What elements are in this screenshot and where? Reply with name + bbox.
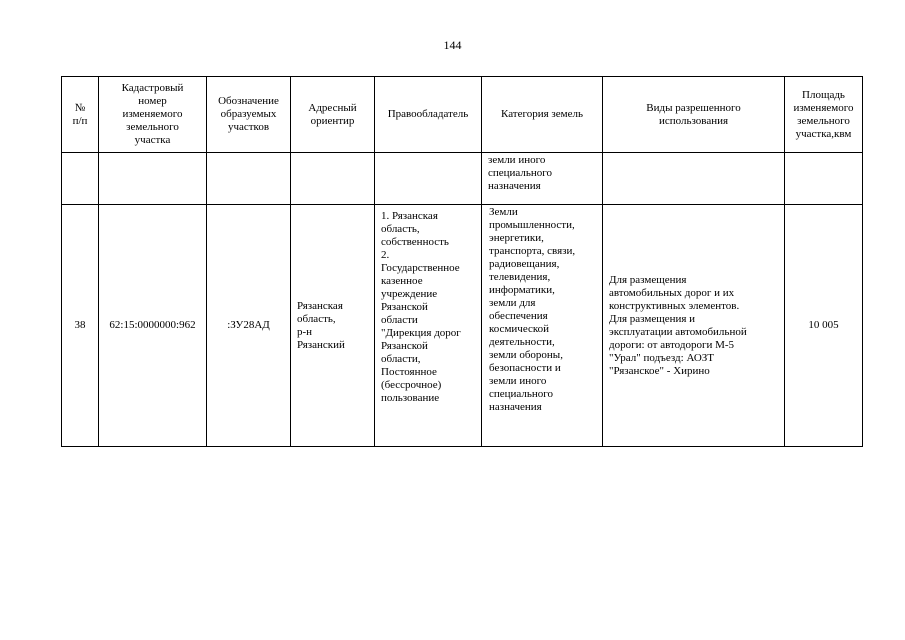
cell-land-category-text: Земли промышленности, энергетики, транспорта, связи, радиовещания, телевидения, информатики, земли для обеспечения космической деятельности, земли обороны, безопасности и земли иного специального назначения xyxy=(489,206,576,413)
table-cell xyxy=(291,153,375,205)
table-header-row xyxy=(62,77,863,153)
table-cell xyxy=(207,153,291,205)
table-cell xyxy=(603,153,785,205)
table-cell xyxy=(785,153,863,205)
table-cell xyxy=(375,153,482,205)
header-land-category: Категория земель xyxy=(482,77,603,153)
header-permitted-use: Виды разрешенного использования xyxy=(603,77,785,153)
header-area: Площадь изменяемого земельного участка,квм xyxy=(785,77,863,153)
header-address: Адресный ориентир xyxy=(291,77,375,153)
header-owner: Правообладатель xyxy=(375,77,482,153)
cell-cadastral-number: 62:15:0000000:962 xyxy=(99,205,207,447)
header-cadastral-number: Кадастровый номер изменяемого земельного участка xyxy=(99,77,207,153)
cell-permitted-use: Для размещения автомобильных дорог и их конструктивных элементов. Для размещения и эксплуатации автомобильной дороги: от автодороги М-5 "Урал" подъезд: АОЗТ "Рязанское" - Хирино xyxy=(603,205,785,447)
cell-designation: :ЗУ28АД xyxy=(207,205,291,447)
cell-category-continued: земли иного специального назначения xyxy=(482,153,603,205)
cell-address: Рязанская область, р-н Рязанский xyxy=(291,205,375,447)
cell-number: 38 xyxy=(62,205,99,447)
table-cell xyxy=(62,153,99,205)
table-row xyxy=(62,205,863,447)
cell-area: 10 005 xyxy=(785,205,863,447)
page-number: 144 xyxy=(443,38,462,52)
land-plots-table xyxy=(61,76,863,447)
header-designation: Обозначение образуемых участков xyxy=(207,77,291,153)
header-number: № п/п xyxy=(62,77,99,153)
cell-owner: 1. Рязанская область, собственность 2. Государственное казенное учреждение Рязанской области "Дирекция дорог Рязанской области, Постоянное (бессрочное) пользование xyxy=(375,205,482,447)
table-cell xyxy=(99,153,207,205)
cell-land-category xyxy=(482,205,603,447)
table-row-continuation xyxy=(62,153,863,205)
